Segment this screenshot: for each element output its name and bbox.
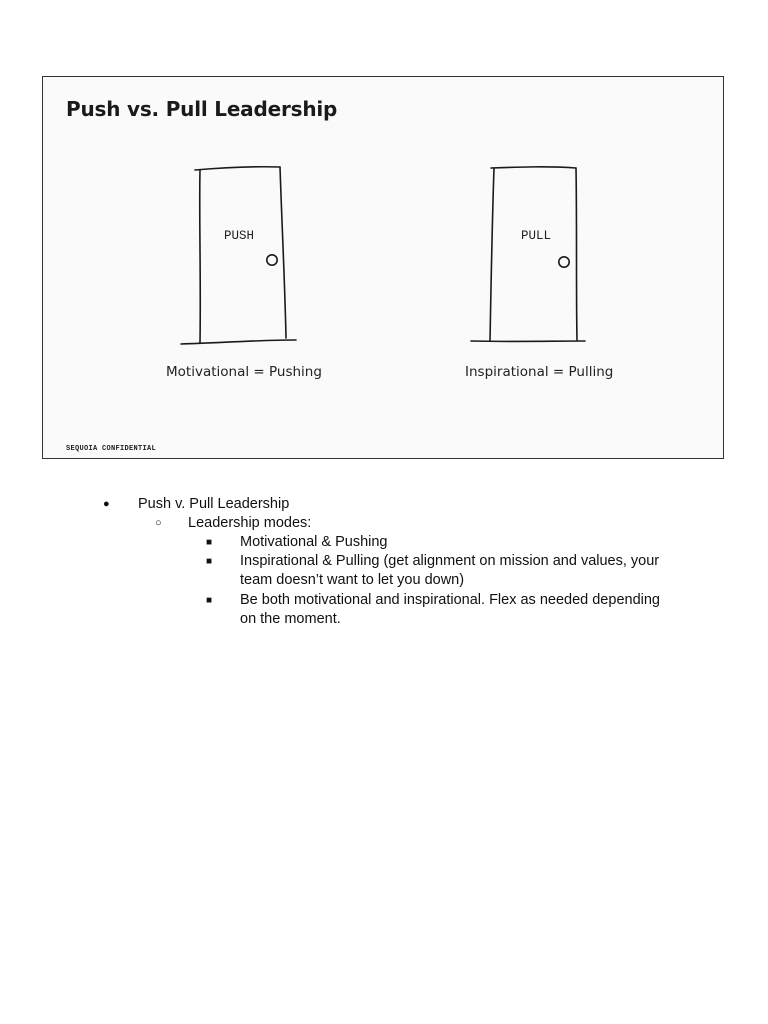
bullet-square-icon: ■: [206, 556, 213, 567]
bullet-circle-icon: ○: [155, 517, 162, 529]
bullet-disc-icon: ●: [103, 498, 110, 510]
list-item-text: Leadership modes:: [188, 515, 312, 531]
pull-door-sign: PULL: [520, 229, 552, 243]
doors-illustration: [43, 77, 725, 460]
pull-door-caption: Inspirational = Pulling: [465, 364, 614, 380]
bullet-square-icon: ■: [206, 537, 213, 548]
list-item-text: Inspirational & Pulling (get alignment on mission and values, your team doesn’t want to let you down): [240, 553, 660, 588]
bullet-square-icon: ■: [206, 595, 213, 606]
pull-door-drawing: [471, 167, 585, 342]
push-door-sign: PUSH: [223, 229, 255, 243]
push-door-caption: Motivational = Pushing: [166, 364, 322, 380]
slide: [42, 76, 724, 459]
list-item-text: Motivational & Pushing: [240, 534, 388, 550]
confidential-footer: SEQUOIA CONFIDENTIAL: [66, 445, 157, 453]
pull-door-knob-icon: [559, 257, 569, 267]
list-item-text: Be both motivational and inspirational. Flex as needed depending on the moment.: [240, 592, 660, 627]
list-item-text: Push v. Pull Leadership: [138, 496, 290, 512]
push-door-knob-icon: [267, 255, 277, 265]
push-door-drawing: [181, 167, 296, 344]
slide-title: Push vs. Pull Leadership: [66, 97, 338, 121]
